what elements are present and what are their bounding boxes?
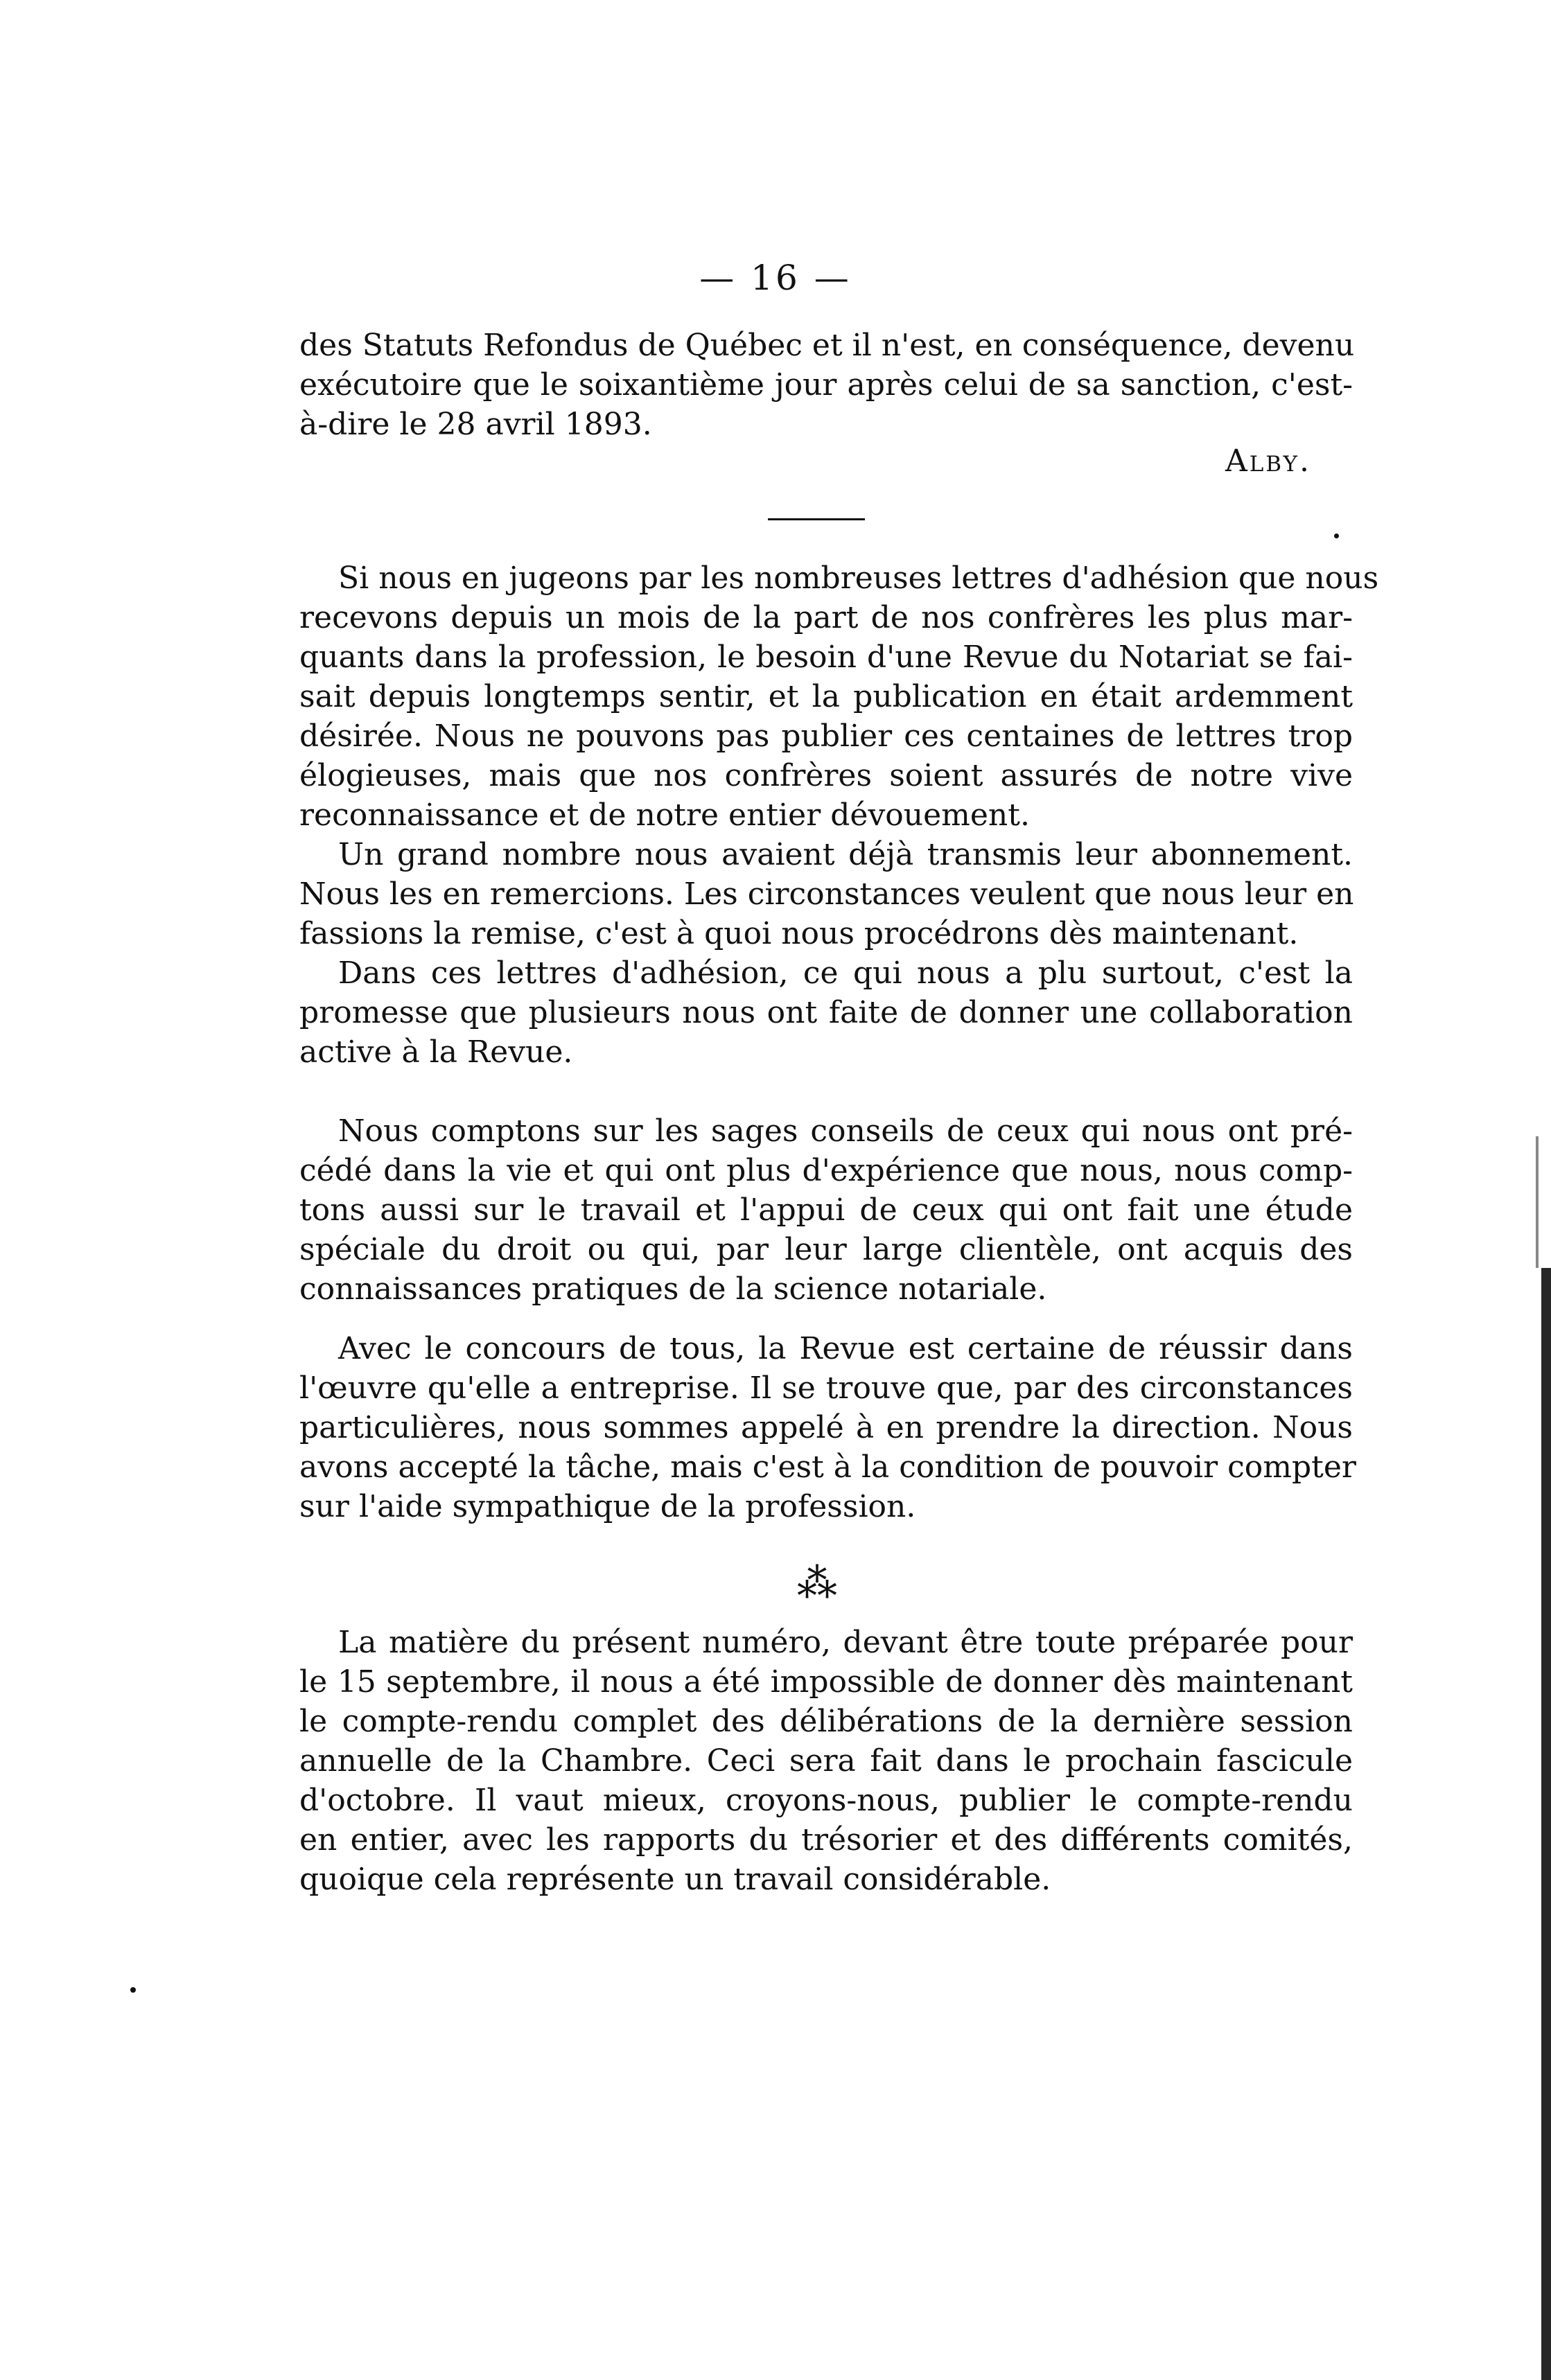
continuation-text [299, 326, 1353, 444]
paragraph-collaboration [299, 953, 1353, 1072]
text-line: désirée. Nous ne pouvons pas publier ces centaines de lettres trop [299, 719, 1353, 754]
scan-edge-shadow [1541, 1268, 1551, 2380]
text-line: spéciale du droit ou qui, par leur large clientèle, ont acquis des [299, 1232, 1353, 1267]
text-line: particulières, nous sommes appelé à en prendre la direction. Nous [299, 1410, 1353, 1445]
text-line: quoique cela représente un travail considérable. [299, 1862, 1051, 1897]
text-line: le compte-rendu complet des délibérations de la dernière session [299, 1704, 1353, 1739]
text-line: recevons depuis un mois de la part de nos confrères les plus mar- [299, 600, 1353, 635]
text-line: annuelle de la Chambre. Ceci sera fait dans le prochain fascicule [299, 1743, 1353, 1779]
text-line: Nous comptons sur les sages conseils de ceux qui nous ont pré- [338, 1113, 1353, 1149]
text-line: l'œuvre qu'elle a entreprise. Il se trouve que, par des circonstances [299, 1370, 1353, 1406]
text-line: quants dans la profession, le besoin d'une Revue du Notariat se fai- [299, 640, 1353, 675]
paragraph-subscriptions [299, 835, 1353, 953]
author-signature: Alby. [1225, 443, 1311, 479]
text-line: fassions la remise, c'est à quoi nous procédrons dès maintenant. [299, 916, 1299, 951]
text-line: des Statuts Refondus de Québec et il n'est, en conséquence, devenu [299, 328, 1355, 363]
text-line: exécutoire que le soixantième jour après celui de sa sanction, c'est- [299, 367, 1353, 403]
text-line: d'octobre. Il vaut mieux, croyons-nous, publier le compte-rendu [299, 1783, 1353, 1818]
text-line: Si nous en jugeons par les nombreuses lettres d'adhésion que nous [338, 561, 1379, 596]
paragraph-counsel [299, 1111, 1353, 1309]
text-line: sait depuis longtemps sentir, et la publication en était ardemment [299, 679, 1353, 714]
scan-speck [1334, 534, 1339, 538]
scan-edge-shadow [1536, 1136, 1539, 1268]
paragraph-direction [299, 1329, 1356, 1526]
text-line: le 15 septembre, il nous a été impossible de donner dès maintenant [299, 1664, 1353, 1700]
text-line: Dans ces lettres d'adhésion, ce qui nous a plu surtout, c'est la [338, 955, 1353, 991]
text-line: Avec le concours de tous, la Revue est certaine de réussir dans [338, 1331, 1353, 1366]
page-number: — 16 — [699, 258, 852, 298]
paragraph-next-issue [299, 1623, 1353, 1899]
text-line: tons aussi sur le travail et l'appui de ceux qui ont fait une étude [299, 1192, 1353, 1228]
text-line: avons accepté la tâche, mais c'est à la condition de pouvoir compter [299, 1449, 1356, 1485]
text-line: cédé dans la vie et qui ont plus d'expérience que nous, nous comp- [299, 1153, 1353, 1188]
text-line: sur l'aide sympathique de la profession. [299, 1489, 916, 1524]
text-line: en entier, avec les rapports du trésorier et des différents comités, [299, 1822, 1353, 1858]
scan-speck [130, 1987, 136, 1993]
section-divider [768, 518, 865, 520]
text-line: promesse que plusieurs nous ont faite de donner une collaboration [299, 995, 1353, 1030]
text-line: connaissances pratiques de la science notariale. [299, 1271, 1047, 1307]
asterism-ornament [783, 1559, 859, 1607]
text-line: active à la Revue. [299, 1034, 573, 1070]
paragraph-letters-of-support [299, 558, 1379, 835]
text-line: Nous les en remercions. Les circonstances veulent que nous leur en [299, 876, 1354, 912]
text-line: reconnaissance et de notre entier dévouement. [299, 797, 1030, 833]
text-line: La matière du présent numéro, devant être toute préparée pour [338, 1625, 1353, 1660]
text-line: à-dire le 28 avril 1893. [299, 407, 652, 442]
text-line: élogieuses, mais que nos confrères soient assurés de notre vive [299, 758, 1353, 793]
text-line: Un grand nombre nous avaient déjà transmis leur abonnement. [338, 837, 1353, 872]
asterism-glyph: ⁂ [797, 1560, 837, 1607]
